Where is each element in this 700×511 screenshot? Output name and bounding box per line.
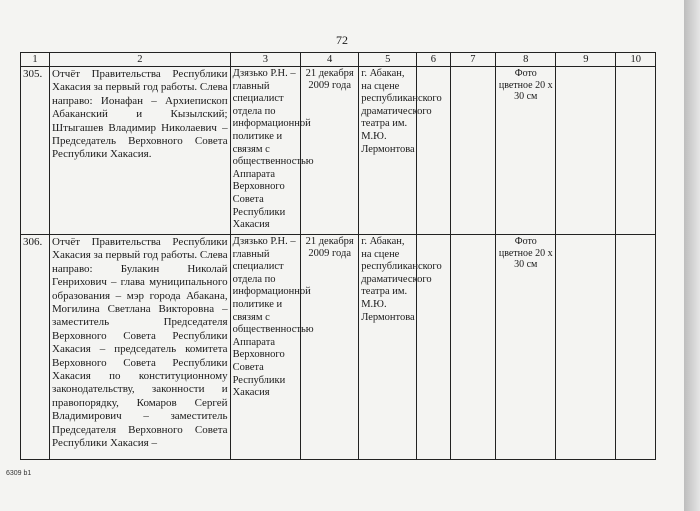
column-header: 5 [359,53,417,67]
column-header: 10 [616,53,656,67]
record-col7 [450,67,496,235]
record-col9 [556,235,616,460]
record-number: 305. [21,67,50,235]
column-header: 9 [556,53,616,67]
record-author: Дзязько Р.Н. – главный специалист отдела по информационной политике и связям с общественностью Аппарата Верховного Совета Республики Хакасия [230,235,301,460]
table-row [21,67,656,235]
archive-code: 6309 b1 [6,470,32,477]
column-header: 3 [230,53,301,67]
record-format: Фото цветное 20 х 30 см [496,235,556,460]
record-description: Отчёт Правительства Республики Хакасия за первый год работы. Слева направо: Ионафан – Архиепископ Абаканский и Кызылский; Штыгашев Владимир Николаевич – Председатель Верховного Совета Республики Хакасия. [50,67,231,235]
record-place: г. Абакан, на сцене республиканского драматического театра им. М.Ю. Лермонтова [359,235,417,460]
record-number: 306. [21,235,50,460]
record-col6 [417,67,450,235]
page-edge [684,0,700,511]
record-author: Дзязько Р.Н. – главный специалист отдела по информационной политике и связям с общественностью Аппарата Верховного Совета Республики Хакасия [230,67,301,235]
record-date: 21 декабря 2009 года [301,235,359,460]
record-date: 21 декабря 2009 года [301,67,359,235]
record-col10 [616,67,656,235]
column-number-row [21,53,656,67]
record-col9 [556,67,616,235]
column-header: 1 [21,53,50,67]
record-col10 [616,235,656,460]
record-format: Фото цветное 20 х 30 см [496,67,556,235]
record-col7 [450,235,496,460]
column-header: 7 [450,53,496,67]
column-header: 4 [301,53,359,67]
column-header: 8 [496,53,556,67]
record-place: г. Абакан, на сцене республиканского драматического театра им. М.Ю. Лермонтова [359,67,417,235]
column-header: 2 [50,53,231,67]
record-description: Отчёт Правительства Республики Хакасия за первый год работы. Слева направо: Булакин Николай Генрихович – глава муниципального образования – мэр города Абакана, Могилина Светлана Викторовна – заместитель Председателя Верховного Совета Республики Хакасия – председатель комитета Верховного Совета Республики Хакасия по конституционному законодательству, законности и правопорядку, Комаров Сергей Владимирович – заместитель Председателя Верховного Совета Республики Хакасия – [50,235,231,460]
column-header: 6 [417,53,450,67]
page-number: 72 [336,33,348,47]
table-row [21,235,656,460]
photo-register-table [20,52,656,460]
